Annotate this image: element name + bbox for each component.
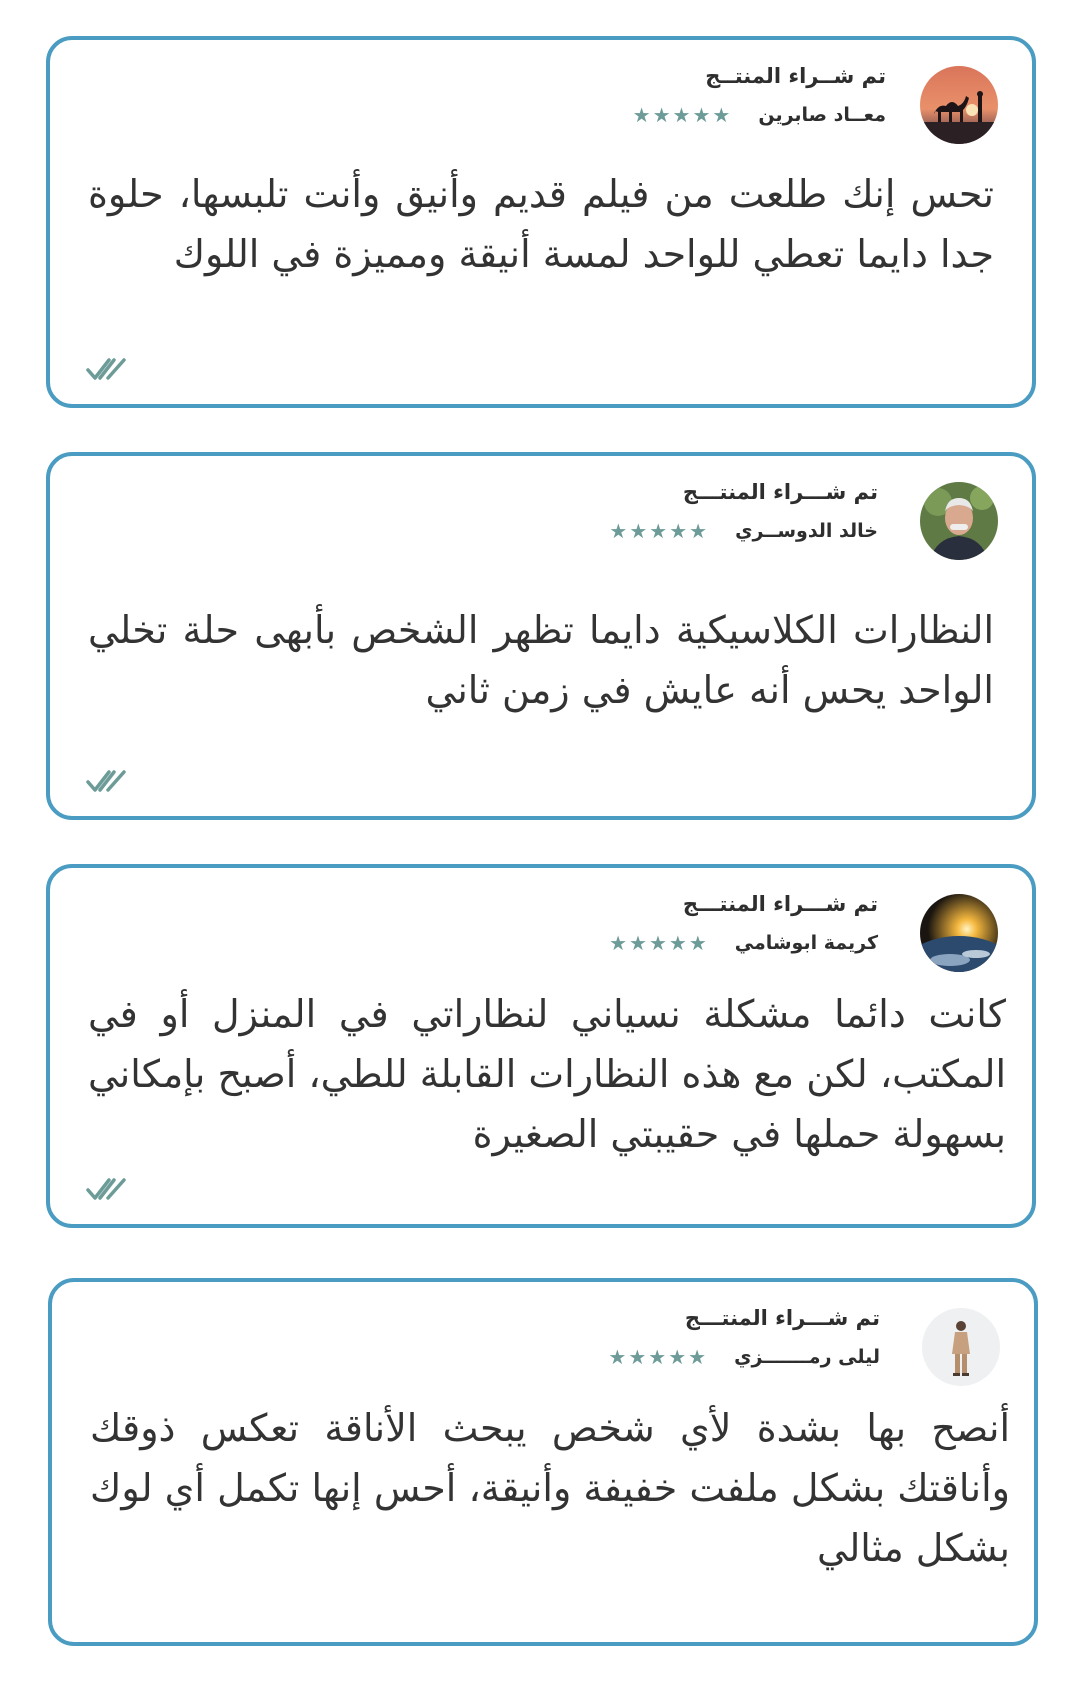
purchased-label: تم شـــراء المنتـــج xyxy=(684,1306,880,1330)
camel-sunset-avatar xyxy=(920,66,998,144)
star-icon: ★ xyxy=(629,931,647,955)
star-icon: ★ xyxy=(712,103,731,127)
star-icon: ★ xyxy=(689,519,708,543)
reviewer-name: خالد الدوســري xyxy=(735,520,878,542)
star-icon: ★ xyxy=(688,931,707,955)
star-icon: ★ xyxy=(632,103,651,127)
star-icon: ★ xyxy=(692,103,711,127)
star-icon: ★ xyxy=(608,1345,627,1369)
review-text: كانت دائما مشكلة نسياني لنظاراتي في المنزل أو في المكتب، لكن مع هذه النظارات القابلة للطي، أصبح بإمكاني بسهولة حملها في حقيبتي الصغيرة xyxy=(88,992,1006,1156)
star-icon: ★ xyxy=(672,103,691,127)
purchased-label: تم شــراء المنتــج xyxy=(705,64,886,88)
review-text: أنصح بها بشدة لأي شخص يبحث الأناقة تعكس ذوقك وأناقتك بشكل ملفت خفيفة وأنيقة، أحس إنها تكمل أي لوك بشكل مثالي xyxy=(90,1406,1010,1570)
star-icon: ★ xyxy=(648,1345,667,1369)
review-meta xyxy=(466,520,878,542)
woman-figure-avatar xyxy=(922,1308,1000,1386)
reviewer-name: كريمة ابوشامي xyxy=(734,932,878,954)
review-text: تحس إنك طلعت من فيلم قديم وأنيق وأنت تلبسها، حلوة جدا دايما تعطي للواحد لمسة أنيقة ومميزة في اللوك xyxy=(88,172,994,276)
earth-sunrise-avatar xyxy=(920,894,998,972)
purchased-label: تم شـــراء المنتـــج xyxy=(682,480,878,504)
review-card xyxy=(46,864,1036,1228)
review-meta xyxy=(466,932,878,954)
review-meta xyxy=(468,1346,880,1368)
review-text: النظارات الكلاسيكية دايما تظهر الشخص بأبهى حلة تخلي الواحد يحس أنه عايش في زمن ثاني xyxy=(88,608,994,712)
star-rating xyxy=(608,1347,706,1367)
double-check-icon xyxy=(86,356,128,382)
star-icon: ★ xyxy=(652,103,671,127)
star-icon: ★ xyxy=(649,519,668,543)
star-rating xyxy=(609,521,707,541)
double-check-icon xyxy=(86,1176,128,1202)
star-icon: ★ xyxy=(629,519,648,543)
review-card xyxy=(46,452,1036,820)
star-rating xyxy=(633,105,731,125)
purchased-label: تم شـــراء المنتـــج xyxy=(682,892,878,916)
star-icon: ★ xyxy=(628,1345,647,1369)
star-icon: ★ xyxy=(668,931,687,955)
review-card xyxy=(48,1278,1038,1646)
star-icon: ★ xyxy=(668,1345,687,1369)
review-meta xyxy=(466,104,886,126)
man-portrait-avatar xyxy=(920,482,998,560)
star-icon: ★ xyxy=(648,931,667,955)
reviewer-name: ليلى رمـــــــزي xyxy=(734,1346,880,1368)
double-check-icon xyxy=(86,768,128,794)
reviewer-name: معــاد صابرين xyxy=(758,104,886,126)
star-icon: ★ xyxy=(688,1345,707,1369)
star-icon: ★ xyxy=(669,519,688,543)
star-icon: ★ xyxy=(609,519,628,543)
star-icon: ★ xyxy=(609,931,627,955)
review-card xyxy=(46,36,1036,408)
star-rating xyxy=(609,933,707,953)
